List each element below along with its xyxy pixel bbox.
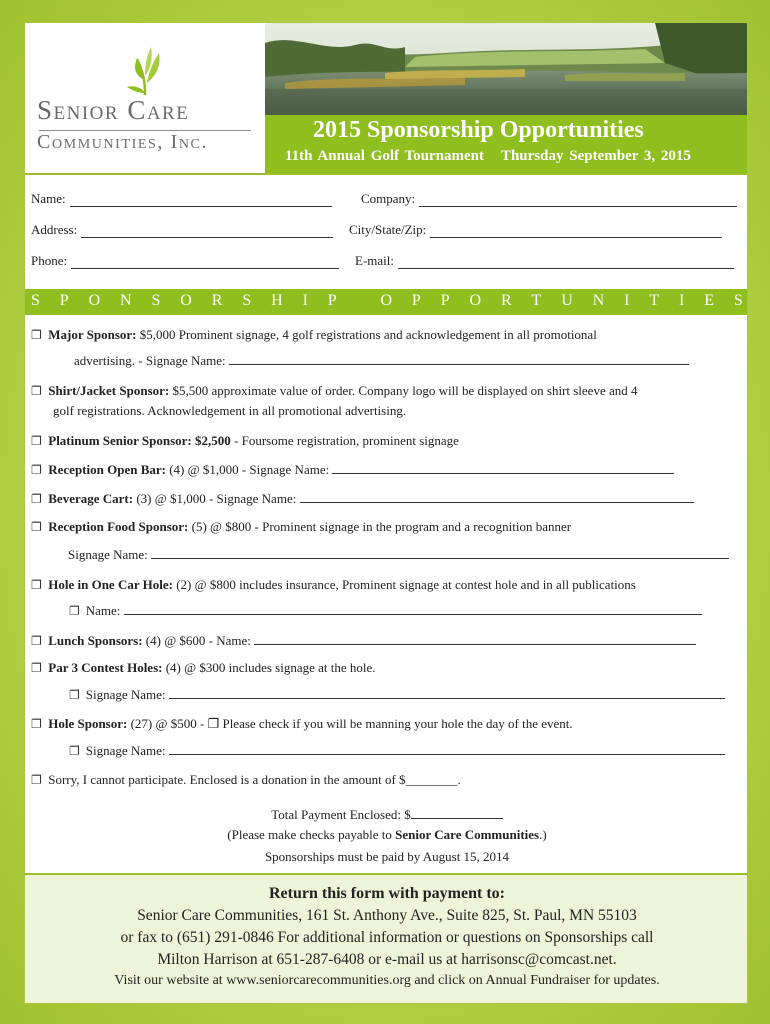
major-sponsor-signage-line[interactable]	[229, 352, 689, 365]
checkbox-icon[interactable]: ❐	[207, 716, 220, 731]
beverage-cart-item	[31, 489, 743, 509]
open-bar-item	[31, 460, 743, 480]
shirt-sponsor-text-2: golf registrations. Acknowledgement in all promotional advertising.	[53, 403, 407, 418]
donation-text: Sorry, I cannot participate. Enclosed is a donation in the amount of $________.	[48, 772, 461, 787]
open-bar-signage-line[interactable]	[332, 461, 674, 474]
footer-contact: Milton Harrison at 651-287-6408 or e-mail us at harrisonsc@comcast.net.	[157, 951, 617, 968]
banner-letter: N	[120, 292, 132, 309]
banner-letter: O	[88, 292, 101, 309]
section-banner-letters	[31, 292, 743, 310]
checkbox-icon[interactable]: ❐	[31, 492, 42, 506]
name-label: Name:	[31, 191, 66, 206]
sprout-logo-icon	[125, 45, 165, 97]
phone-field[interactable]	[31, 253, 339, 269]
banner-letter	[357, 292, 361, 310]
checkbox-icon[interactable]: ❐	[31, 384, 42, 398]
hole-sponsor-signage-line[interactable]	[169, 742, 725, 755]
beverage-cart-signage-line[interactable]	[300, 490, 694, 503]
checkbox-icon[interactable]: ❐	[69, 744, 80, 758]
payment-deadline: Sponsorships must be paid by August 15, 2014	[264, 849, 510, 864]
checkbox-icon[interactable]: ❐	[31, 578, 42, 592]
food-sponsor-signage-line[interactable]	[151, 546, 729, 559]
total-payment	[25, 806, 748, 823]
golf-course-photo	[265, 23, 748, 115]
company-field[interactable]	[361, 191, 737, 207]
email-input-line[interactable]	[398, 255, 734, 269]
footer-website: Visit our website at www.seniorcarecommunities.org and click on Annual Fundraiser for updates.	[114, 973, 660, 988]
par3-label: Par 3 Contest Holes:	[48, 660, 163, 675]
banner-letter: S	[151, 292, 161, 309]
checks-payable-name: Senior Care Communities	[395, 827, 540, 842]
company-label: Company:	[361, 191, 416, 206]
banner-letter: P	[327, 292, 337, 309]
checks-payable-pre: (Please make checks payable to	[227, 827, 396, 842]
par3-signage-line[interactable]	[169, 686, 725, 699]
banner-letter: E	[704, 292, 714, 309]
banner-letter: O	[180, 292, 192, 309]
logo	[25, 23, 265, 173]
checkbox-icon[interactable]: ❐	[69, 604, 80, 618]
form-header	[25, 23, 747, 175]
food-sponsor-item	[31, 517, 743, 537]
par3-signage	[69, 685, 743, 705]
food-sponsor-signage-label: Signage Name:	[68, 547, 148, 562]
platinum-sponsor-item	[31, 431, 743, 451]
checkbox-icon[interactable]: ❐	[31, 463, 42, 477]
section-banner-text	[25, 292, 748, 310]
lunch-sponsor-label: Lunch Sponsors:	[48, 633, 143, 648]
checks-payable	[25, 827, 748, 843]
par3-item	[31, 658, 743, 678]
banner-letter: I	[302, 292, 308, 309]
open-bar-text: (4) @ $1,000 - Signage Name:	[165, 462, 330, 477]
hole-in-one-item	[31, 575, 743, 595]
food-sponsor-text: (5) @ $800 - Prominent signage in the program and a recognition banner	[188, 519, 572, 534]
city-state-zip-label: City/State/Zip:	[349, 222, 427, 237]
hole-sponsor-text-b: Please check if you will be manning your hole the day of the event.	[219, 716, 573, 731]
shirt-sponsor-text: $5,500 approximate value of order. Company logo will be displayed on shirt sleeve and 4	[169, 383, 638, 398]
checkbox-icon[interactable]: ❐	[31, 434, 42, 448]
title-band	[265, 115, 748, 173]
footer-return-heading: Return this form with payment to:	[269, 885, 505, 902]
platinum-sponsor-label: Platinum Senior Sponsor: $2,500	[48, 433, 231, 448]
banner-letter: P	[440, 292, 450, 309]
par3-signage-label: Signage Name:	[85, 687, 166, 702]
checkbox-icon[interactable]: ❐	[31, 520, 42, 534]
lunch-sponsor-item	[31, 631, 743, 651]
banner-letter: O	[469, 292, 482, 309]
lunch-sponsor-text: (4) @ $600 - Name:	[142, 633, 251, 648]
banner-letter: P	[411, 292, 421, 309]
hole-in-one-name-line[interactable]	[124, 602, 702, 615]
section-banner	[25, 289, 748, 315]
beverage-cart-label: Beverage Cart:	[48, 491, 134, 506]
checkbox-icon[interactable]: ❐	[69, 688, 80, 702]
contact-row-2	[31, 222, 743, 242]
address-label: Address:	[31, 222, 78, 237]
address-field[interactable]	[31, 222, 333, 238]
logo-subname: Communities, Inc.	[37, 131, 209, 153]
hole-sponsor-label: Hole Sponsor:	[48, 716, 128, 731]
hole-sponsor-signage-label: Signage Name:	[85, 743, 166, 758]
checkbox-icon[interactable]: ❐	[31, 661, 42, 675]
checks-payable-post: .)	[539, 827, 547, 842]
open-bar-label: Reception Open Bar:	[48, 462, 166, 477]
total-payment-label: Total Payment Enclosed: $	[271, 807, 411, 822]
banner-letter: H	[271, 292, 283, 309]
hole-sponsor-signage	[69, 741, 743, 761]
hole-in-one-name	[69, 601, 729, 621]
platinum-sponsor-text: - Foursome registration, prominent signage	[230, 433, 459, 448]
banner-letter: S	[31, 292, 40, 309]
hole-in-one-name-label: Name:	[85, 603, 121, 618]
banner-letter: P	[59, 292, 69, 309]
email-field[interactable]	[355, 253, 734, 269]
major-sponsor-signage-label: advertising. - Signage Name:	[74, 353, 226, 368]
name-field[interactable]	[31, 191, 332, 207]
checkbox-icon[interactable]: ❐	[31, 634, 42, 648]
city-state-zip-input-line[interactable]	[430, 224, 722, 238]
shirt-sponsor-item	[31, 381, 743, 401]
major-sponsor-signage	[74, 351, 734, 371]
checkbox-icon[interactable]: ❐	[31, 773, 42, 787]
footer-address: Senior Care Communities, 161 St. Anthony Ave., Suite 825, St. Paul, MN 55103	[137, 907, 637, 924]
banner-letter: T	[649, 292, 660, 309]
banner-letter: I	[679, 292, 685, 309]
banner-letter: T	[531, 292, 542, 309]
checkbox-icon[interactable]: ❐	[31, 717, 42, 731]
banner-letter: I	[624, 292, 630, 309]
major-sponsor-item	[31, 325, 743, 345]
city-state-zip-field[interactable]	[349, 222, 722, 238]
footer-fax: or fax to (651) 291-0846 For additional information or questions on Sponsorships call	[120, 929, 654, 946]
banner-letter: R	[500, 292, 512, 309]
par3-text: (4) @ $300 includes signage at the hole.	[162, 660, 376, 675]
food-sponsor-signage	[68, 545, 743, 565]
lunch-sponsor-name-line[interactable]	[254, 632, 696, 645]
banner-letter: S	[733, 292, 743, 309]
contact-row-3	[31, 253, 743, 273]
banner-letter: S	[242, 292, 252, 309]
page-title: 2015 Sponsorship Opportunities	[313, 117, 644, 143]
banner-letter: O	[380, 292, 393, 309]
sponsorship-form-page	[24, 22, 748, 1004]
hole-in-one-text: (2) @ $800 includes insurance, Prominent signage at contest hole and in all publications	[172, 577, 636, 592]
event-subtitle: 11th Annual Golf Tournament Thursday September 3, 2015	[285, 148, 691, 164]
phone-label: Phone:	[31, 253, 68, 268]
email-label: E-mail:	[355, 253, 394, 268]
hole-sponsor-text: (27) @ $500 -	[127, 716, 208, 731]
banner-letter: R	[211, 292, 223, 309]
footer	[25, 873, 748, 1004]
hole-in-one-label: Hole in One Car Hole:	[48, 577, 173, 592]
beverage-cart-text: (3) @ $1,000 - Signage Name:	[133, 491, 297, 506]
total-payment-line[interactable]	[411, 806, 503, 819]
company-input-line[interactable]	[419, 193, 737, 207]
contact-row-1	[31, 191, 743, 211]
major-sponsor-label: Major Sponsor:	[48, 327, 137, 342]
phone-input-line[interactable]	[71, 255, 339, 269]
banner-letter: N	[592, 292, 605, 309]
logo-name: Senior Care	[37, 95, 190, 125]
hole-sponsor-item	[31, 714, 743, 734]
banner-letter: U	[561, 292, 573, 309]
address-input-line[interactable]	[81, 224, 333, 238]
checkbox-icon[interactable]: ❐	[31, 328, 42, 342]
food-sponsor-label: Reception Food Sponsor:	[48, 519, 189, 534]
major-sponsor-text: $5,000 Prominent signage, 4 golf registrations and acknowledgement in all promotional	[136, 327, 597, 342]
shirt-sponsor-label: Shirt/Jacket Sponsor:	[48, 383, 170, 398]
name-input-line[interactable]	[70, 193, 332, 207]
donation-item	[31, 770, 743, 790]
